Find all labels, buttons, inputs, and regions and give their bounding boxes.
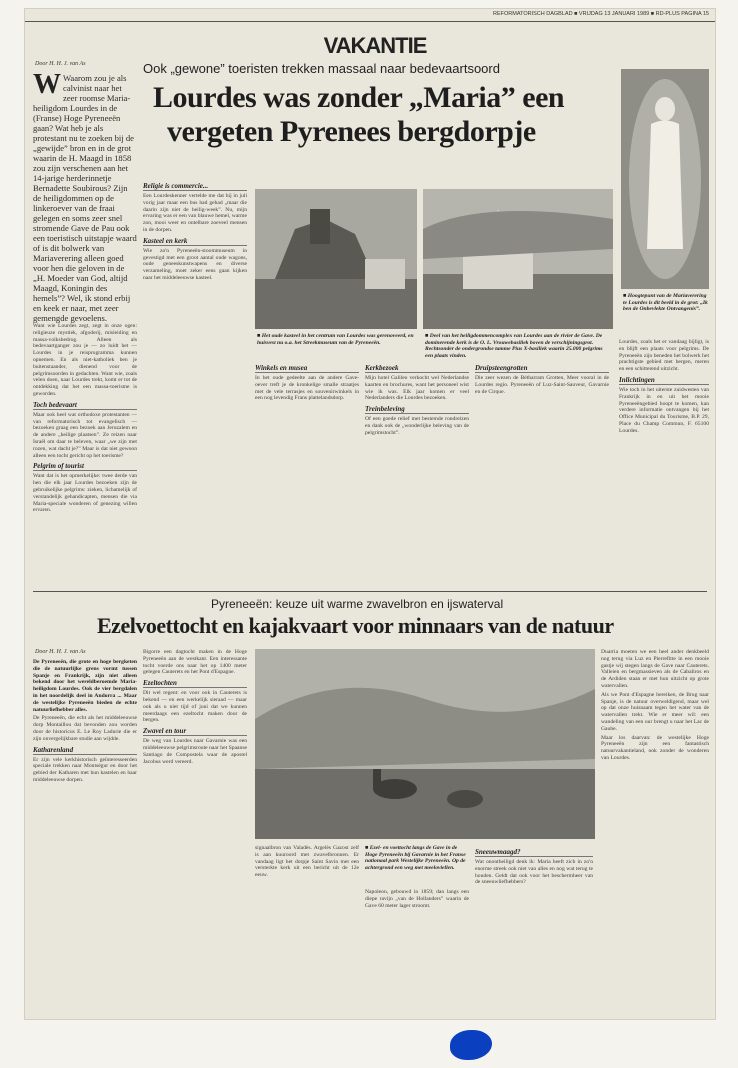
- article1-paragraph: Of een goede relief met bestemde rondreizen en dank ook de „wonderlijke beleving van de pelgrimstocht”.: [365, 416, 469, 436]
- castle-photo-caption: ■ Het oude kasteel in het centrum van Lourdes was gerenoveerd, en huisvest nu o.a. het Streekmuseum van de Pyreneeën.: [257, 333, 414, 346]
- article1-headline-line2: vergeten Pyrenees bergdorpje: [167, 115, 536, 148]
- article2-paragraph: Duarria moeten we een heel ander denkbeeld nog terug via Luz en Pierrefitte in een mooie gastje wij stegen langs de Gave naar Cauterets. Valleien en bergmassieven als de Cabaliros en de Ardiden staan er met hun uitzicht op grote watervallen.: [601, 649, 709, 689]
- article2-paragraph: Wat onontheiligd denk ik: Maria heeft zich in zo'n enorme streek ook niet van alles en nog wat terug te houden. Geldt dat ook voor het beschermheer van de sneeuwliefhebbers?: [475, 859, 593, 886]
- article2-paragraph: De weg van Lourdes naar Gavarnie was een middeleeuwse pelgrimsroute naar het Spaanse Santiago de Compostela waar de apostel Jacobus werd vereerd.: [143, 738, 247, 765]
- article1-column-1: [33, 73, 137, 583]
- newspaper-page: [24, 8, 716, 1020]
- subhead-religie: Religie is commercie...: [143, 182, 247, 191]
- subhead-katharenland: Katharenland: [33, 746, 137, 755]
- article1-headline-line1: Lourdes was zonder „Maria” een: [153, 81, 565, 114]
- article2-paragraph: Dit wel regent: en voor ook in Cauterets is bekend — en een werkelijk sieraad — maar ook als u niet tijd of juni dat we kunnen meerdaags een ezeltocht maken door de bergen.: [143, 690, 247, 724]
- section-logo: VAKANTIE: [323, 33, 427, 58]
- article2-column-6: [601, 649, 709, 1009]
- article2-paragraph: De Pyreneeën, die echt als het middeleeuwse dorp Montaillou dat bevonden zou worden door de historicus E. Le Roy Ladurie die er zijn onvergelijkbare studie aan wijdde.: [33, 715, 137, 742]
- article2-headline: Ezelvoettocht en kajakvaart voor minnaars van de natuur: [97, 613, 614, 638]
- subhead-winkels: Winkels en musea: [255, 364, 359, 373]
- article1-paragraph: Lourdes, zoals het er vandaag bijligt, is en blijft een plaats voor pelgrims. De Pyreneeën zijn beneden het bolwerk het prachtigste gebied met bergen, meren en een schitterend uitzicht.: [619, 339, 709, 373]
- subhead-ezeltochten: Ezeltochten: [143, 679, 247, 688]
- drop-cap: W: [33, 73, 61, 100]
- article2-paragraph: Als we Pont d'Espagne bereiken, de Brug naar Spanje, is de natuur overweldigend, maar wel op dat onze huisnaam tegen het water van de watervallen trekt. Wie er meer wil: een wandeling van een uur brengt u naar het Lac de Gaube.: [601, 691, 709, 732]
- subhead-druipsteen: Druipsteengrotten: [475, 364, 609, 373]
- article-divider: [33, 591, 707, 592]
- article1-kicker: Ook „gewone” toeristen trekken massaal naar bedevaartsoord: [143, 61, 500, 76]
- article1-column-4: [365, 361, 469, 583]
- article1-paragraph: Want wie Lourdes zegt, zegt in onze ogen: religieuze mystiek, afgoderij, misleiding en massa-volksbedrog. Alleen als bedevaartganger zou je — zo luidt het — Lourdes in je reisprogramma kunnen opnemen. En als niet-katholiek ben je buitenstaander, dienend voor de pelgrimsoorden in gedachten. Want wie, zoals velen doen, naar Lourdes trekt, komt er tot de ontdekking dat het een massa-toerisme is geworden.: [33, 323, 137, 397]
- article1-paragraph: Mijn hotel Galileo verkocht wel Nederlandse kaarten en brochures, want het personeel wist wie ik was. Elk jaar komen er veel Nederlanders die Lourdes bezoeken.: [365, 375, 469, 402]
- article1-lead: [33, 73, 137, 323]
- mary-statue-image: [621, 69, 709, 289]
- article2-kicker: Pyreneeën: keuze uit warme zwavelbron en ijswaterval: [211, 597, 504, 611]
- article1-paragraph: Wie toch in het uiterste zuidwesten van Frankrijk in en uit het mooie Pyreneeëngebied hoopt te komen, kan verdere informatie ontvangen bij het Office Municipal du Tourisme, B.P. 29, Place du Champ Commun, F. 65100 Lourdes.: [619, 386, 709, 434]
- subhead-zwavel: Zwavel en tour: [143, 727, 247, 736]
- statue-photo-caption: ■ Hoogtepunt van de Mariaverering te Lourdes is dit beeld in de grot: „Ik ben de Onbevlekte Ontvangenis”.: [623, 293, 708, 313]
- basilica-photo-caption: ■ Deel van het heiligdommencomplex van Lourdes aan de rivier de Gave. De dominerende kerk is de O. L. Vrouwebasiliek boven de verschijningsgrot. Rechtsonder de ondergrondse tamme Pius X-basiliek waarin 25.000 pelgrims een plaats vinden.: [425, 333, 603, 359]
- subhead-toch-bedevaart: Toch bedevaart: [33, 401, 137, 410]
- article2-column-4: [365, 889, 469, 1009]
- article1-lead-text: Waarom zou je als calvinist naar het zeer roomse Maria-heiligdom Lourdes in de (Franse) Hoge Pyreneeën gaan? Wat heb je als protestant nu te zoeken bij de „gewijde” bron en in de grot waarin de H. Maagd in 1858 zou zijn verschenen aan het 14-jarige herderinnetje Bernadette Soubirous? Zijn de heiligdommen op de linkeroever van de fraai gelegen en soms zeer snel stromende Gave de Pau ook een toeristisch uitstapje waard of is dit bolwerk van Mariaverering alleen goed voor hen die geloven in de „H. Moeder van God, altijd Maagd, Koningin des hemels”? Wel, ik stond erbij en keek er naar, met zeer gemengde gevoelens.: [33, 73, 137, 323]
- subhead-kasteel: Kasteel en kerk: [143, 237, 247, 246]
- article1-byline: Door H. H. J. van As: [35, 61, 86, 67]
- article2-paragraph: Er zijn vele kerkhistorisch geïnteresseerden speciale trekken naar Montségur en door het gebied der Katharen met hun kastelen en haar middeleeuwse dorpen.: [33, 756, 137, 783]
- article1-column-6: [619, 339, 709, 583]
- donkey-trek-image: [255, 649, 595, 839]
- article1-column-2: [143, 179, 247, 583]
- article1-column-5: [475, 361, 609, 583]
- article2-paragraph: Maar los daarvan: de westelijke Hoge Pyreneeën zijn een fantastisch natuurvakantieland, ook zonder de wonderen van Lourdes.: [601, 734, 709, 761]
- article1-column-3: [255, 361, 359, 583]
- article2-column-1: [33, 659, 137, 1009]
- mary-statue-photo: [621, 69, 709, 289]
- subhead-kerkbezoek: Kerkbezoek: [365, 364, 469, 373]
- castle-photo-image: [255, 189, 417, 329]
- ink-blot: [450, 1030, 492, 1060]
- article1-paragraph: In het oude gedeelte aan de andere Gave-oever treft je de kronkelige smalle straatjes met de vele terrasjes en souvenirwinkels in een nog levendig Frans plattelandsdorp.: [255, 375, 359, 402]
- article2-paragraph: Bigorre een dagtocht maken in de Hoge Pyreneeën aan de westkant. Een interessante tocht voerde ons naar het op 1400 meter gelegen Cauterets en het Pont d'Espagne.: [143, 649, 247, 676]
- article2-column-3: [255, 845, 359, 1009]
- basilica-photo-image: [423, 189, 613, 329]
- article2-byline: Door H. H. J. van As: [35, 649, 86, 655]
- subhead-pelgrim: Pelgrim of tourist: [33, 462, 137, 471]
- article1-paragraph: Die zeer wezen de Bétharram Grotten, Meer vooral in de Lourdes regio. Pyreneeën of Luz-Saint-Sauveur, Gavarnie en de Cirque.: [475, 375, 609, 395]
- article2-paragraph: signaalbron van Valadès. Argelès Gazost zelf is aan kuuroord met zwavelbronnen. Er vandaag ligt het dorpje Saint Savin met een versterkte kerk uit een bericht uit de 12e eeuw.: [255, 845, 359, 879]
- subhead-sneeuwmaagd: Sneeuwmaagd?: [475, 848, 593, 857]
- donkey-trek-photo: [255, 649, 595, 839]
- article1-paragraph: Wie zo'n Pyreneeën-stoommuseum in gevestigd met een groot aantal oude wagons, oude geneeskunstwapens en diverse verzameling, moet zeker eens gaan kijken naar het middeleeuwse kasteel.: [143, 247, 247, 281]
- article1-paragraph: Een Lourdeskenner vertelde me dat hij in juli vorig jaar maar een bus had gehad „maar die daarin zijn niet de heilig-week”. Nu, mijn ervaring was er een van blauwe hemel, warme zon, mooi weer en ontelbare zoeveel mensen in de dorpen.: [143, 193, 247, 233]
- article1-paragraph: Want dat is het opmerkelijke: twee derde van hen die elk jaar Lourdes bezoeken zijn de gebruikelijke pelgrims: zieken, lichamelijk of verstandelijk gehandicapten, mensen die via Maria-speciale wonderen of genezing willen ervaren.: [33, 473, 137, 514]
- subhead-inlichtingen: Inlichtingen: [619, 376, 709, 385]
- article2-column-2: [143, 649, 247, 1009]
- donkey-photo-caption: ■ Ezel- en voettocht langs de Gave in de Hoge Pyreneeën bij Gavarnie in het Franse nationaal park Westelijke Pyreneeën. Op de achtergrond een weg met meeloviellen.: [365, 845, 466, 871]
- basilica-photo: [423, 189, 613, 329]
- article2-paragraph: Napoleon, gebouwd in 1859; dan langs een diepe ravijn „van de Hollanders” waarin de Gave 60 meter lager stroomt.: [365, 889, 469, 909]
- masthead-line: REFORMATORISCH DAGBLAD ■ VRIJDAG 13 JANUARI 1989 ■ RD-PLUS PAGINA 15: [25, 11, 715, 22]
- article2-column-5: [475, 845, 593, 1009]
- castle-photo: [255, 189, 417, 329]
- article2-lead: De Pyreneeën, die grote en hoge bergketen die de natuurlijke grens vormt tussen Spanje en Frankrijk, zijn niet alleen bekend door het wereldberoemde Maria-heiligdom Lourdes. Ook de vier bergdalen in het noordelijk deel in Andorra ... Maar de westelijke Pyreneeën bieden de echte natuurliefhebber alles.: [33, 659, 137, 713]
- subhead-treinbeleving: Treinbeleving: [365, 405, 469, 414]
- article1-paragraph: Maar ook heel wat orthodoxe protestanten — van reformatorisch tot evangelisch — bezoeken graag een bezoek aan Jeruzalem en de andere „heilige plaatsen”. Ze reizen naar Israël om daar te beleven, waar „we zijn met rozen, wat dacht je?” Maar is dat niet gewoon alleen een tocht gericht op het toerisme?: [33, 411, 137, 459]
